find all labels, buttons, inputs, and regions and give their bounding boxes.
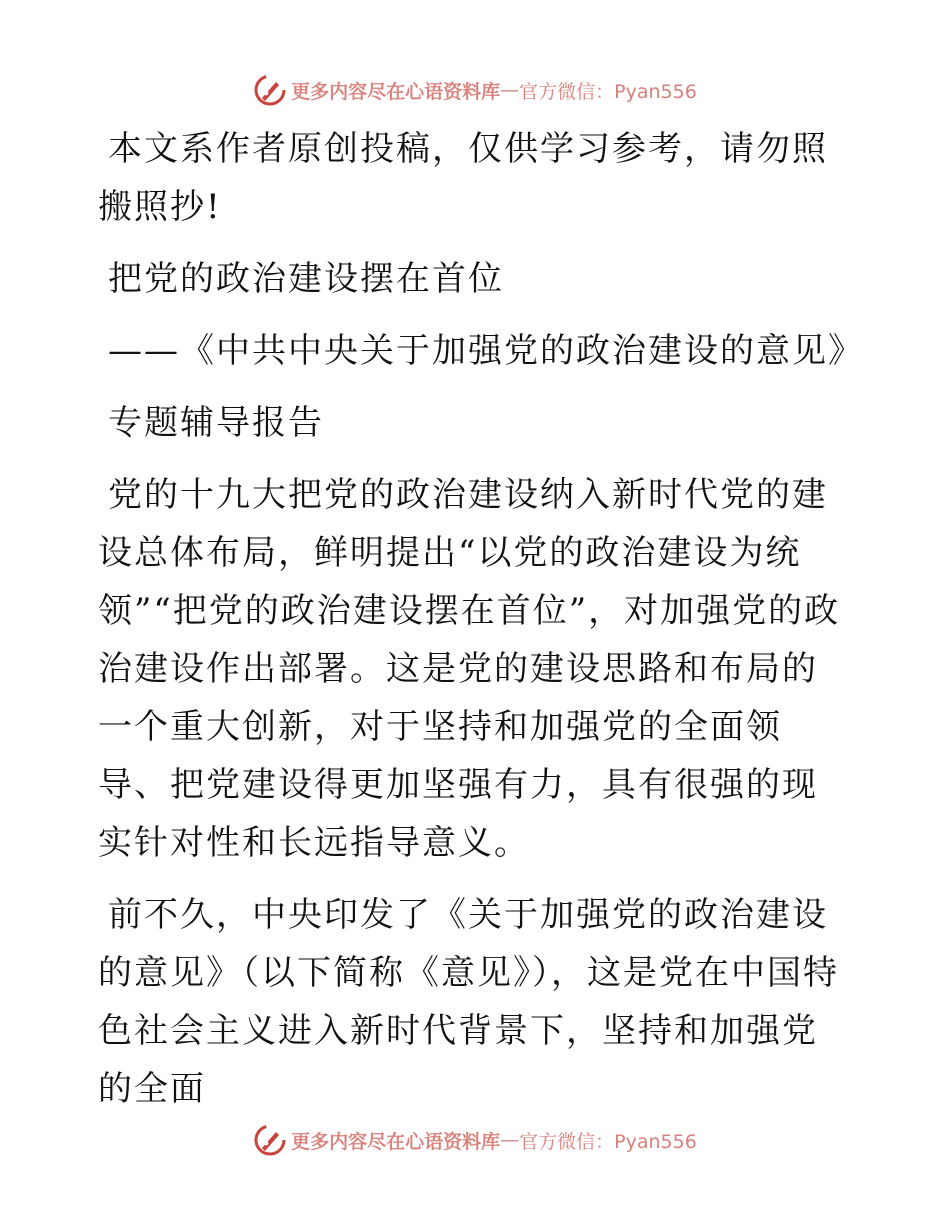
document-subtitle-2: 专题辅导报告 <box>108 403 324 443</box>
banner-separator: — <box>500 1129 520 1151</box>
document-title: 把党的政治建设摆在首位 <box>108 259 504 299</box>
banner-separator: — <box>500 79 520 101</box>
paragraph-2: 前不久，中央印发了《关于加强党的政治建设的意见》（以下简称《意见》），这是党在中国特色社会主义进入新时代背景下，坚持和加强党的全面 <box>98 895 839 1109</box>
paragraph-1: 党的十九大把党的政治建设纳入新时代党的建设总体布局，鲜明提出“以党的政治建设为统领”“把党的政治建设摆在首位”，对加强党的政治建设作出部署。这是党的建设思路和布局的一个重大创新，对于坚持和加强党的全面领导、把党建设得更加坚强有力，具有很强的现实针对性和长远指导意义。 <box>98 475 841 863</box>
banner-account: 官方微信：Pyan556 <box>519 80 697 103</box>
document-subtitle: ——《中共中央关于加强党的政治建设的意见》 <box>108 331 864 371</box>
document-body <box>98 120 864 1118</box>
banner-text: 更多内容尽在心语资料库 <box>291 80 501 103</box>
footer-banner <box>0 1120 950 1160</box>
banner-text: 更多内容尽在心语资料库 <box>291 1130 501 1153</box>
pen-swirl-logo-icon <box>253 73 287 107</box>
banner-account: 官方微信：Pyan556 <box>519 1130 697 1153</box>
header-banner <box>0 70 950 110</box>
pen-swirl-logo-icon <box>253 1123 287 1157</box>
copyright-notice: 本文系作者原创投稿，仅供学习参考，请勿照搬照抄! <box>98 129 828 227</box>
